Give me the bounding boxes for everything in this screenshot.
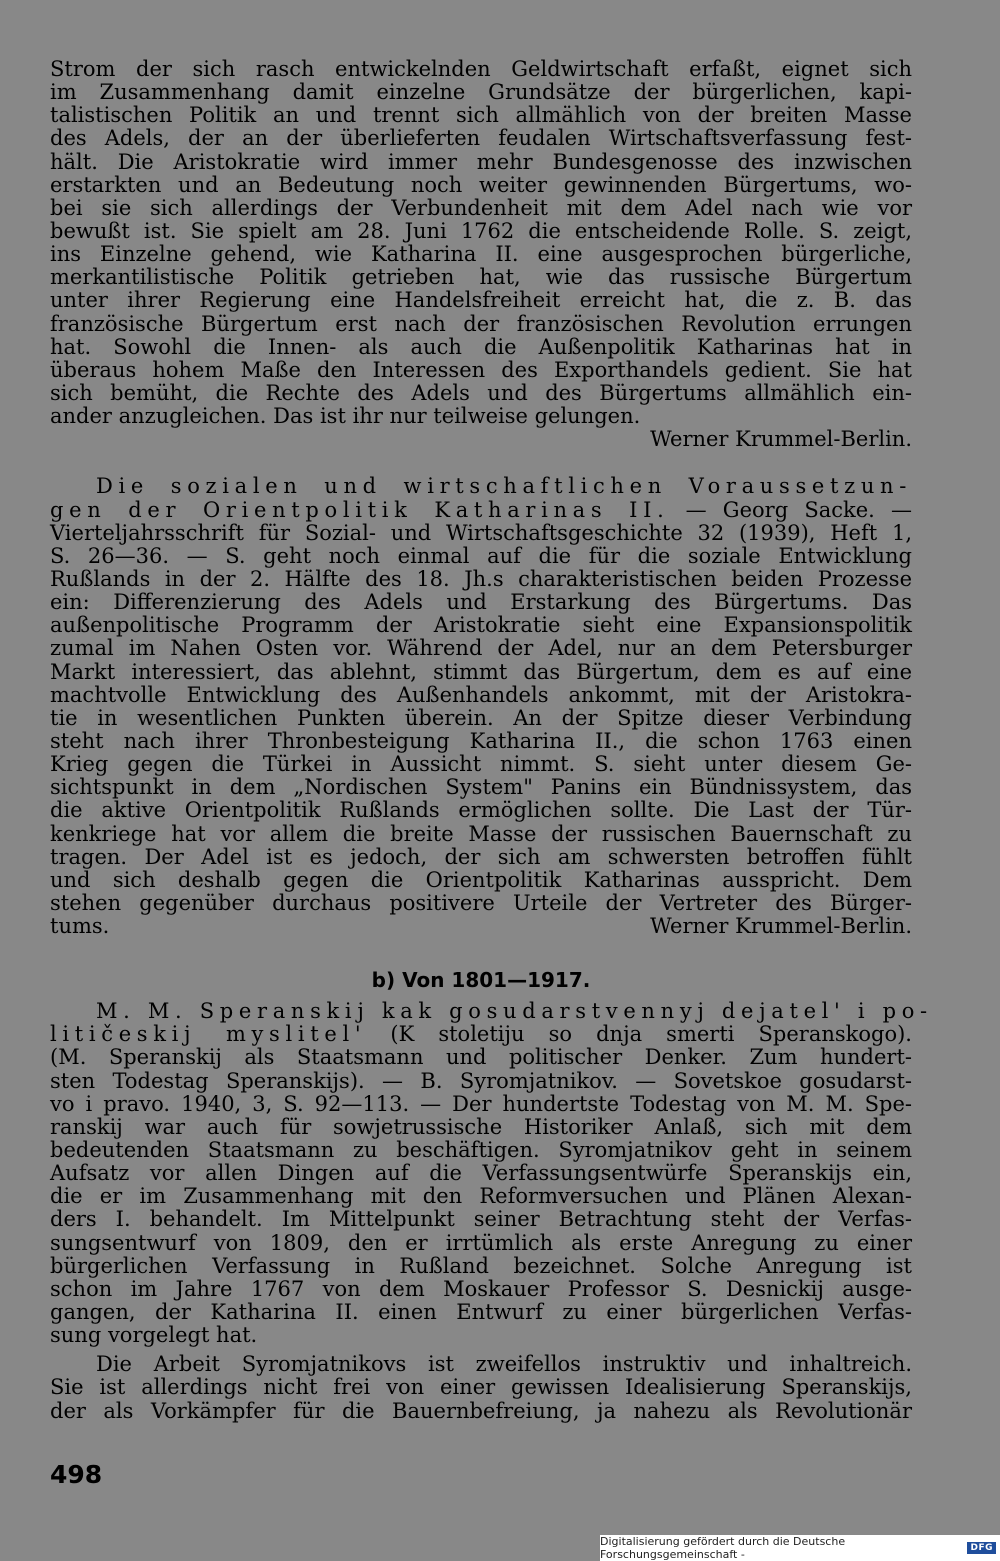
text-line: im Zusammenhang damit einzelne Grundsätze der bürgerlichen, kapi-: [50, 80, 912, 105]
text-line: Markt interessiert, das ablehnt, stimmt das Bürgertum, dem es auf eine: [50, 659, 912, 684]
signature: Werner Krummel-Berlin.: [650, 914, 912, 939]
article-title: M. M. Speranskij kak gosudarstvennyj dejatel' i po-: [96, 999, 933, 1024]
text-line: sung vorgelegt hat.: [50, 1323, 258, 1348]
text-line: hält. Die Aristokratie wird immer mehr Bundesgenosse des inzwischen: [50, 149, 912, 174]
article-title-spaced: litičeskij myslitel': [50, 1022, 367, 1047]
text-line: und sich deshalb gegen die Orientpolitik Katharinas ausspricht. Dem: [50, 867, 912, 892]
section-1-text: [50, 58, 912, 451]
text-line: Strom der sich rasch entwickelnden Geldwirtschaft erfaßt, eignet sich: [50, 57, 912, 81]
text-line: sichtspunkt in dem „Nordischen System" Panins ein Bündnissystem, das: [50, 775, 912, 800]
text-line: tragen. Der Adel ist es jedoch, der sich am schwersten betroffen fühlt: [50, 844, 912, 869]
text-line: machtvolle Entwicklung des Außenhandels ankommt, mit der Aristokra-: [50, 682, 912, 707]
text-line: ein: Differenzierung des Adels und Erstarkung des Bürgertums. Das: [50, 590, 912, 615]
text-line: sich bemüht, die Rechte des Adels und des Bürgertums allmählich ein-: [50, 380, 912, 405]
text-line: des Adels, der an der überlieferten feudalen Wirtschaftsverfassung fest-: [50, 126, 912, 151]
text-line: außenpolitische Programm der Aristokratie sieht eine Expansionspolitik: [50, 613, 912, 638]
article-title-line-2: [50, 499, 912, 522]
text-line: Rußlands in der 2. Hälfte des 18. Jh.s charakteristischen beiden Prozesse: [50, 566, 912, 591]
text-line: sungsentwurf von 1809, den er irrtümlich als erste Anregung zu einer: [50, 1230, 912, 1255]
text-line: stehen gegenüber durchaus positivere Urteile der Vertreter des Bürger-: [50, 890, 912, 915]
text-line: die aktive Orientpolitik Rußlands ermöglichen sollte. Die Last der Tür-: [50, 798, 912, 823]
article-title-spaced: gen der Orientpolitik Katharinas II.: [50, 497, 670, 522]
text-line: steht nach ihrer Thronbesteigung Katharina II., die schon 1763 einen: [50, 728, 912, 753]
text-line: (M. Speranskij als Staatsmann und politischer Denker. Zum hundert-: [50, 1045, 912, 1070]
text-line: ders I. behandelt. Im Mittelpunkt seiner Betrachtung steht der Verfas-: [50, 1207, 912, 1232]
text-line: unter ihrer Regierung eine Handelsfreiheit erreicht hat, die z. B. das: [50, 288, 912, 313]
page-body: [50, 57, 933, 1423]
section-3-text: [50, 968, 933, 1423]
text-line: merkantilistische Politik getrieben hat, wie das russische Bürgertum: [50, 265, 912, 290]
text-line: ander anzugleichen. Das ist ihr nur teilweise gelungen.: [50, 404, 641, 429]
final-line: [50, 915, 912, 938]
page-number: 498: [50, 1460, 103, 1489]
section-2-text: [50, 475, 912, 938]
text-line: Vierteljahrsschrift für Sozial- und Wirtschaftsgeschichte 32 (1939), Heft 1,: [50, 520, 912, 545]
text-line: bewußt ist. Sie spielt am 28. Juni 1762 die entscheidende Rolle. S. zeigt,: [50, 218, 912, 243]
text-line: die er im Zusammenhang mit den Reformversuchen und Plänen Alexan-: [50, 1184, 912, 1209]
text-line: französische Bürgertum erst nach der französischen Revolution errungen: [50, 311, 912, 336]
text-line: gangen, der Katharina II. einen Entwurf zu einer bürgerlichen Verfas-: [50, 1300, 912, 1325]
text-line: bürgerlichen Verfassung in Rußland bezeichnet. Solche Anregung ist: [50, 1253, 912, 1278]
article-title-line-2: [50, 1023, 912, 1046]
text-line: talistischen Politik an und trennt sich allmählich von der breiten Masse: [50, 103, 912, 128]
article-author: — Georg Sacke. —: [669, 497, 912, 522]
section-heading: b) Von 1801—1917.: [371, 968, 591, 993]
text-line: S. 26—36. — S. geht noch einmal auf die für die soziale Entwicklung: [50, 543, 912, 568]
text-line: tums.: [50, 914, 110, 939]
dfg-logo-icon: DFG: [967, 1542, 996, 1554]
text-line: sten Todestag Speranskijs). — B. Syromjatnikov. — Sovetskoe gosudarst-: [50, 1068, 912, 1093]
text-line: ranskij war auch für sowjetrussische Historiker Anlaß, sich mit dem: [50, 1114, 912, 1139]
article-title: Die sozialen und wirtschaftlichen Voraussetzun-: [96, 474, 912, 499]
text-line: Krieg gegen die Türkei in Aussicht nimmt. S. sieht unter diesem Ge-: [50, 752, 912, 777]
digitization-footer: [600, 1535, 1000, 1561]
text-line: Sie ist allerdings nicht frei von einer gewissen Idealisierung Speranskijs,: [50, 1375, 912, 1400]
footer-text: Digitalisierung gefördert durch die Deutsche Forschungsgemeinschaft -: [600, 1535, 846, 1561]
text-line: erstarkten und an Bedeutung noch weiter gewinnenden Bürgertums, wo-: [50, 172, 912, 197]
text-line: tie in wesentlichen Punkten überein. An der Spitze dieser Verbindung: [50, 705, 912, 730]
text-line: Die Arbeit Syromjatnikovs ist zweifellos instruktiv und inhaltreich.: [96, 1352, 912, 1377]
text-line: kenkriege hat vor allem die breite Masse der russischen Bauernschaft zu: [50, 821, 912, 846]
text-line: hat. Sowohl die Innen- als auch die Außenpolitik Katharinas hat in: [50, 334, 912, 359]
text-line: ins Einzelne gehend, wie Katharina II. eine ausgesprochen bürgerliche,: [50, 242, 912, 267]
text-line: zumal im Nahen Osten vor. Während der Adel, nur an dem Petersburger: [50, 636, 912, 661]
text-line: der als Vorkämpfer für die Bauernbefreiung, ja nahezu als Revolutionär: [50, 1398, 912, 1423]
text-line: überaus hohem Maße den Interessen des Exporthandels gedient. Sie hat: [50, 357, 912, 382]
text-line: Aufsatz vor allen Dingen auf die Verfassungsentwürfe Speranskijs ein,: [50, 1161, 912, 1186]
signature: Werner Krummel-Berlin.: [650, 427, 912, 452]
text-line: vo i pravo. 1940, 3, S. 92—113. — Der hundertste Todestag von M. M. Spe-: [50, 1091, 912, 1116]
article-subtitle: (K stoletiju so dnja smerti Speranskogo).: [366, 1022, 912, 1047]
text-line: bei sie sich allerdings der Verbundenheit mit dem Adel nach wie vor: [50, 195, 912, 220]
text-line: schon im Jahre 1767 von dem Moskauer Professor S. Desnickij ausge-: [50, 1276, 912, 1301]
text-line: bedeutenden Staatsmann zu beschäftigen. Syromjatnikov geht in seinem: [50, 1138, 912, 1163]
